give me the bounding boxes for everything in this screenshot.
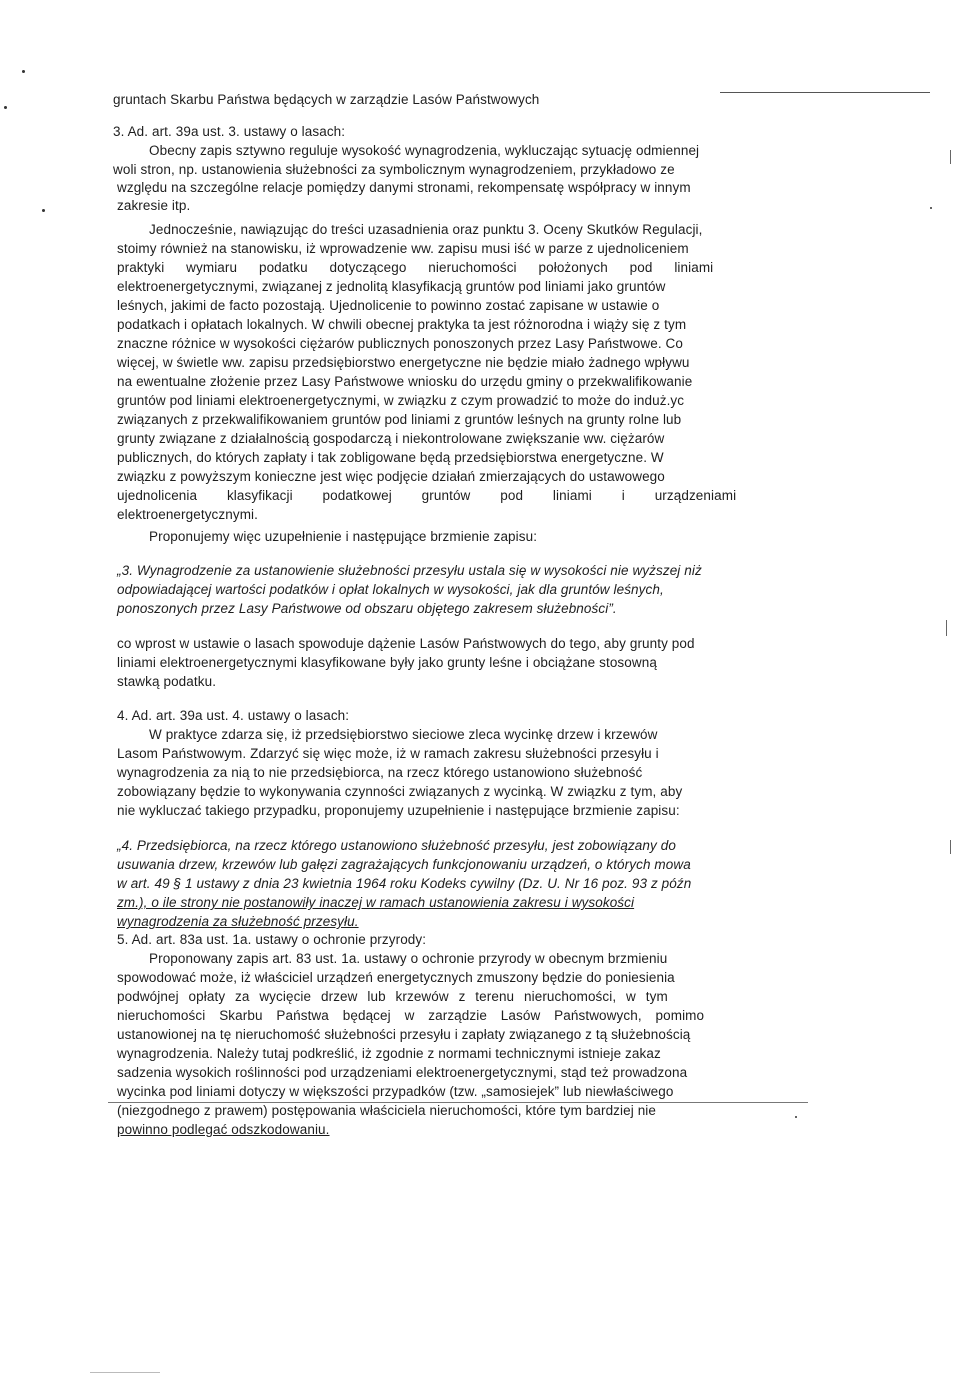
text-line: związanych z przekwalifikowaniem gruntów pod liniami z gruntów leśnych na grunty rolne lub bbox=[117, 412, 682, 427]
scan-bottom-smudge bbox=[90, 1372, 160, 1373]
text-line: Obecny zapis sztywno reguluje wysokość wynagrodzenia, wykluczając sytuację odmiennej bbox=[149, 143, 700, 158]
scan-speck bbox=[795, 1116, 797, 1118]
text-line: spowodować może, iż właściciel urządzeń energetycznych zmuszony będzie do poniesienia bbox=[117, 970, 675, 985]
quoted-proposal-4: „4. Przedsiębiorca, na rzecz którego ustanowiono służebność przesyłu, jest zobowiązany do bbox=[117, 838, 676, 853]
text-line: stawką podatku. bbox=[117, 674, 217, 689]
scan-speck bbox=[42, 209, 45, 212]
text-line: woli stron, np. ustanowienia służebności za symbolicznym wynagrodzeniem, przykładowo ze bbox=[113, 162, 675, 177]
quoted-proposal-3: ponoszonych przez Lasy Państwowe od obszaru objętego zakresem służebności”. bbox=[117, 601, 617, 616]
text-line: podwójnej opłaty za wycięcie drzew lub krzewów z terenu nieruchomości, w tym bbox=[117, 989, 668, 1004]
quoted-proposal-3: „3. Wynagrodzenie za ustanowienie służebności przesyłu ustala się w wysokości nie wyższej niż bbox=[117, 563, 702, 578]
text-line: zobowiązany będzie to wykonywania czynności związanych z wycinką. W związku z tym, aby bbox=[117, 784, 683, 799]
text-line: elektroenergetycznymi. bbox=[117, 507, 259, 522]
section-4-heading: 4. Ad. art. 39a ust. 4. ustawy o lasach: bbox=[117, 708, 350, 723]
text-line: powinno podlegać odszkodowaniu. bbox=[117, 1122, 330, 1137]
text-line: względu na szczególne relacje pomiędzy danymi stronami, rekompensatę współpracy w innym bbox=[117, 180, 691, 195]
text-line: elektroenergetycznymi, związanej z jednolitą klasyfikacją gruntów pod liniami jako gruntów bbox=[117, 279, 666, 294]
scan-margin-mark bbox=[950, 150, 951, 164]
text-line: sadzenia wysokich roślinności pod urządzeniami elektroenergetycznymi, stąd też prowadzona bbox=[117, 1065, 688, 1080]
quoted-proposal-3: odpowiadającej wartości podatków i opłat lokalnych w wysokości, jak dla gruntów leśnych, bbox=[117, 582, 664, 597]
text-line: nie wykluczać takiego przypadku, proponujemy uzupełnienie i następujące brzmienie zapisu: bbox=[117, 803, 680, 818]
text-line: Proponowany zapis art. 83 ust. 1a. ustawy o ochronie przyrody w obecnym brzmieniu bbox=[149, 951, 668, 966]
text-line: leśnych, jakimi de facto pozostają. Ujednolicenie to powinno zostać zapisane w ustawie o bbox=[117, 298, 660, 313]
text-line: W praktyce zdarza się, iż przedsiębiorstwo sieciowe zleca wycinkę drzew i krzewów bbox=[149, 727, 658, 742]
section-3-heading: 3. Ad. art. 39a ust. 3. ustawy o lasach: bbox=[113, 124, 346, 139]
text-line: nieruchomości Skarbu Państwa będącej w zarządzie Lasów Państwowych, pomimo bbox=[117, 1008, 705, 1023]
text-line: gruntów pod liniami elektroenergetycznymi, w związku z czym prowadzić to może do induż.yc bbox=[117, 393, 685, 408]
text-line: co wprost w ustawie o lasach spowoduje dążenie Lasów Państwowych do tego, aby grunty pod bbox=[117, 636, 695, 651]
text-line: Lasom Państwowym. Zdarzyć się więc może, iż w ramach zakresu służebności przesyłu i bbox=[117, 746, 659, 761]
scan-margin-mark bbox=[946, 620, 947, 636]
scan-speck bbox=[930, 207, 932, 209]
text-line: podatkach i opłatach lokalnych. W chwili obecnej praktyka ta jest różnorodna i wiąży się z tym bbox=[117, 317, 687, 332]
text-line: liniami elektroenergetycznymi klasyfikowane były jako grunty leśne i obciążane stosowną bbox=[117, 655, 657, 670]
text-line: znaczne różnice w wysokości ciężarów publicznych ponoszonych przez Lasy Państwowe. Co bbox=[117, 336, 684, 351]
text-line: Jednocześnie, nawiązując do treści uzasadnienia oraz punktu 3. Oceny Skutków Regulacji, bbox=[149, 222, 703, 237]
text-line: ustanowionej na tę nieruchomość służebności przesyłu i zapłaty związanego z tą służebnością bbox=[117, 1027, 691, 1042]
text-line: (niezgodnego z prawem) postępowania właściciela nieruchomości, które tym bardziej nie bbox=[117, 1103, 657, 1118]
scan-top-rule bbox=[720, 92, 930, 93]
text-line: ujednolicenia klasyfikacji podatkowej gruntów pod liniami i urządzeniami bbox=[117, 488, 737, 503]
text-line: Proponujemy więc uzupełnienie i następujące brzmienie zapisu: bbox=[149, 529, 538, 544]
text-line: stoimy również na stanowisku, iż wprowadzenie ww. zapisu musi iść w parze z ujednoliceniem bbox=[117, 241, 689, 256]
running-header: gruntach Skarbu Państwa będących w zarządzie Lasów Państwowych bbox=[113, 92, 540, 107]
text-line: publicznych, do których zapłaty i tak zobligowane będą przedsiębiorstwa energetyczne. W bbox=[117, 450, 664, 465]
text-line: grunty związane z działalnością gospodarczą i niekontrolowane zwiększanie ww. ciężarów bbox=[117, 431, 665, 446]
quoted-proposal-4: usuwania drzew, krzewów lub gałęzi zagrażających funkcjonowaniu urządzeń, o których mowa bbox=[117, 857, 691, 872]
text-line: na ewentualne złożenie przez Lasy Państwowe wniosku do urzędu gminy o przekwalifikowanie bbox=[117, 374, 693, 389]
quoted-proposal-4: w art. 49 § 1 ustawy z dnia 23 kwietnia 1964 roku Kodeks cywilny (Dz. U. Nr 16 poz. 93 z późn bbox=[117, 876, 692, 891]
text-line: więcej, w świetle ww. zapisu przedsiębiorstwo energetyczne nie będzie miało żadnego wpływu bbox=[117, 355, 690, 370]
text-line: praktyki wymiaru podatku dotyczącego nieruchomości położonych pod liniami bbox=[117, 260, 714, 275]
text-line: wynagrodzenia za nią to nie przedsiębiorca, na rzecz którego ustanowiono służebność bbox=[117, 765, 643, 780]
text-line: wycinka pod liniami dotyczy w większości przypadków (tzw. „samosiejek” lub niewłaściwego bbox=[117, 1084, 674, 1099]
section-5-heading: 5. Ad. art. 83a ust. 1a. ustawy o ochronie przyrody: bbox=[117, 932, 427, 947]
quoted-proposal-4: zm.), o ile strony nie postanowiły inaczej w ramach ustanowienia zakresu i wysokości bbox=[117, 895, 635, 910]
scan-speck bbox=[4, 106, 7, 109]
quoted-proposal-4: wynagrodzenia za służebność przesyłu. bbox=[117, 914, 359, 929]
text-line: związku z powyższym konieczne jest więc podjęcie działań zmierzających do ustawowego bbox=[117, 469, 665, 484]
scan-margin-mark bbox=[950, 840, 951, 854]
text-line: wynagrodzenia. Należy tutaj podkreślić, iż zgodnie z normami technicznymi istnieje zakaz bbox=[117, 1046, 661, 1061]
scan-speck bbox=[22, 70, 25, 73]
text-line: zakresie itp. bbox=[117, 198, 191, 213]
